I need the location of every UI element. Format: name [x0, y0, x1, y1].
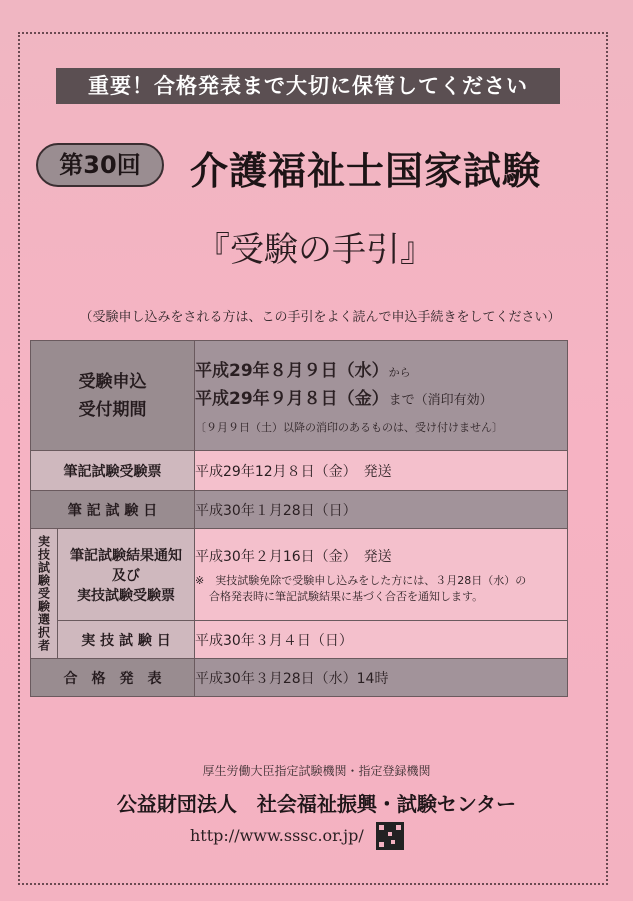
guide-subtitle: 『受験の手引』	[196, 230, 434, 270]
ticket-label: 筆記試験受験票	[31, 451, 195, 491]
practical-exam-value: 平成30年３月４日（日）	[195, 621, 568, 659]
organization-name: 公益財団法人 社会福祉振興・試験センター	[116, 792, 517, 816]
important-banner: 重要！合格発表まで大切に保管してください	[56, 68, 560, 104]
designation-text: 厚生労働大臣指定試験機関・指定登録機関	[202, 764, 431, 778]
written-exam-label: 筆 記 試 験 日	[31, 491, 195, 529]
practical-applicant-label: 実技試験受験選択者	[31, 529, 58, 659]
website-link[interactable]: http://www.sssc.or.jp/	[190, 826, 364, 845]
ticket-value: 平成29年12月８日（金） 発送	[195, 451, 568, 491]
result-notice-value: 平成30年２月16日（金） 発送 ※ 実技試験免除で受験申し込みをした方には、３月28日（水）の 合格発表時に筆記試験結果に基づく合否を通知します。	[195, 529, 568, 621]
pass-announcement-value: 平成30年３月28日（水）14時	[195, 659, 568, 697]
practical-exam-label: 実 技 試 験 日	[58, 621, 195, 659]
written-exam-value: 平成30年１月28日（日）	[195, 491, 568, 529]
apply-period-label: 受験申込 受付期間	[31, 341, 195, 451]
exam-title: 介護福祉士国家試験	[190, 148, 542, 193]
apply-period-value: 平成29年８月９日（水）から 平成29年９月８日（金）まで（消印有効） 〔９月９日（土）以降の消印のあるものは、受け付けません〕	[195, 341, 568, 451]
qr-code-icon	[376, 822, 404, 850]
schedule-table	[30, 340, 568, 697]
exam-number-badge: 第30回	[36, 143, 164, 187]
instruction-note: （受験申し込みをされる方は、この手引をよく読んで申込手続きをしてください）	[79, 310, 561, 325]
result-notice-label: 筆記試験結果通知 及び 実技試験受験票	[58, 529, 195, 621]
pass-announcement-label: 合 格 発 表	[31, 659, 195, 697]
